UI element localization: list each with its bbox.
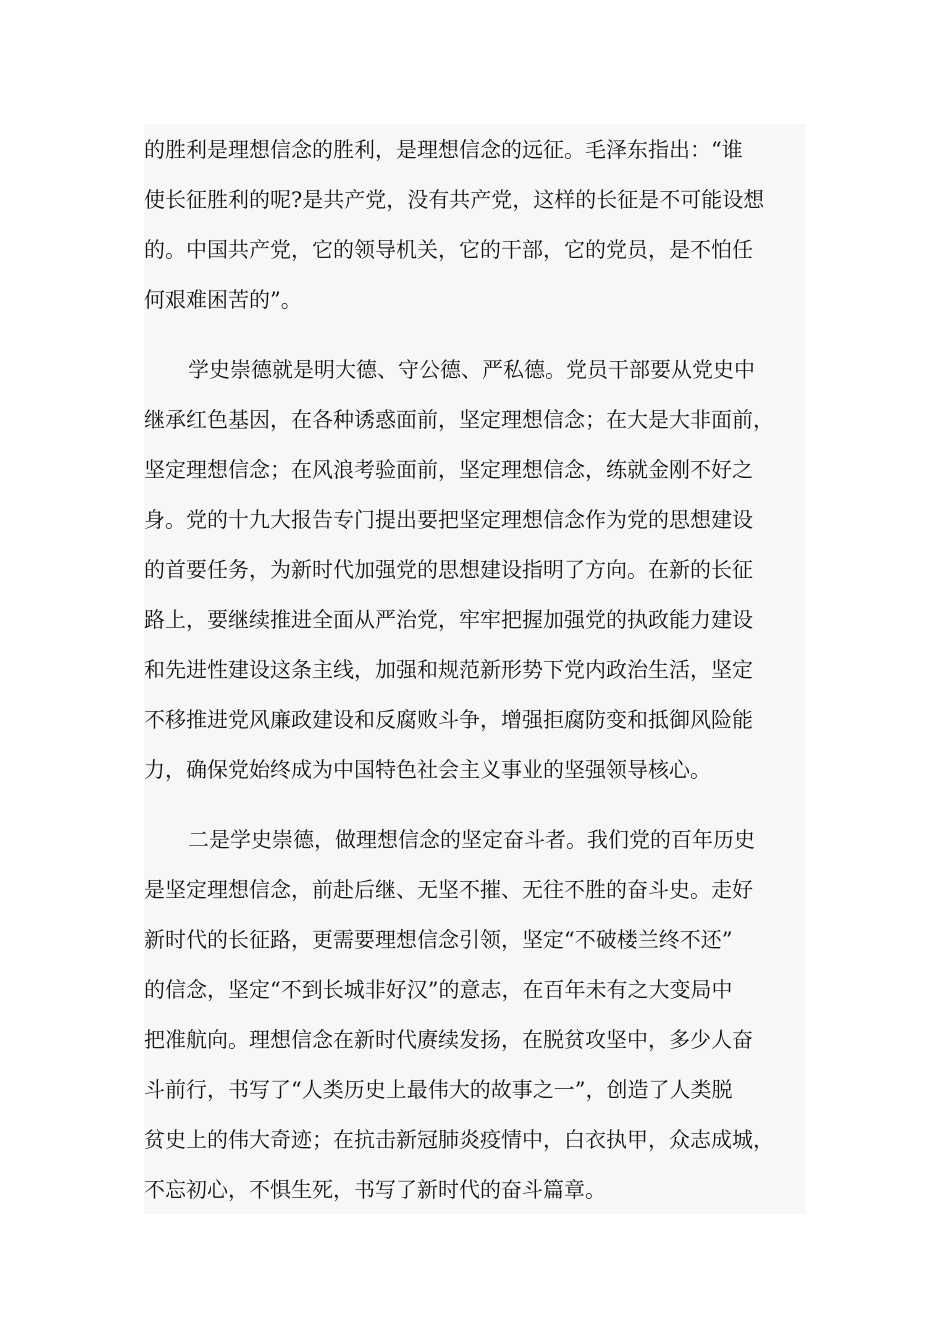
- text-line: 是坚定理想信念，前赴后继、无坚不摧、无往不胜的奋斗史。走好: [144, 878, 753, 902]
- text-line: 的信念，坚定“不到长城非好汉”的意志，在百年未有之大变局中: [144, 978, 733, 1002]
- text-line: 贫史上的伟大奇迹；在抗击新冠肺炎疫情中，白衣执甲，众志成城，: [144, 1128, 774, 1152]
- text-line: 继承红色基因，在各种诱惑面前，坚定理想信念；在大是大非面前，: [144, 408, 774, 432]
- text-line: 学史崇德就是明大德、守公德、严私德。党员干部要从党史中: [188, 358, 755, 382]
- text-line: 力，确保党始终成为中国特色社会主义事业的坚强领导核心。: [144, 758, 711, 782]
- text-line: 斗前行，书写了“人类历史上最伟大的故事之一”，创造了人类脱: [144, 1078, 733, 1102]
- text-line: 的胜利是理想信念的胜利，是理想信念的远征。毛泽东指出：“谁: [144, 138, 743, 162]
- text-line: 的首要任务，为新时代加强党的思想建设指明了方向。在新的长征: [144, 558, 753, 582]
- document-body: [144, 124, 806, 1214]
- text-line: 不移推进党风廉政建设和反腐败斗争，增强拒腐防变和抵御风险能: [144, 708, 753, 732]
- text-line: 不忘初心，不惧生死，书写了新时代的奋斗篇章。: [144, 1178, 606, 1202]
- text-line: 路上，要继续推进全面从严治党，牢牢把握加强党的执政能力建设: [144, 608, 753, 632]
- text-line: 二是学史崇德，做理想信念的坚定奋斗者。我们党的百年历史: [188, 828, 755, 852]
- text-line: 何艰难困苦的”。: [144, 288, 302, 312]
- text-line: 把准航向。理想信念在新时代赓续发扬，在脱贫攻坚中，多少人奋: [144, 1028, 753, 1052]
- text-line: 坚定理想信念；在风浪考验面前，坚定理想信念，练就金刚不好之: [144, 458, 753, 482]
- text-line: 新时代的长征路，更需要理想信念引领，坚定“不破楼兰终不还”: [144, 928, 733, 952]
- text-line: 使长征胜利的呢?是共产党，没有共产党，这样的长征是不可能设想: [144, 188, 765, 212]
- text-line: 身。党的十九大报告专门提出要把坚定理想信念作为党的思想建设: [144, 508, 753, 532]
- text-line: 和先进性建设这条主线，加强和规范新形势下党内政治生活，坚定: [144, 658, 753, 682]
- text-line: 的。中国共产党，它的领导机关，它的干部，它的党员，是不怕任: [144, 238, 753, 262]
